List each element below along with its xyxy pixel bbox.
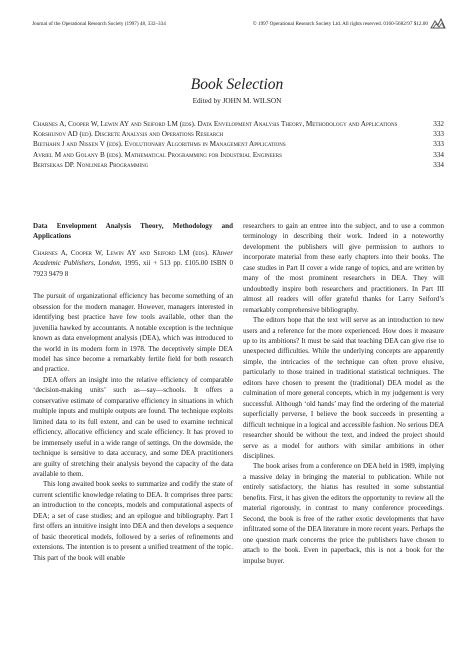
toc-entry-page: 333 bbox=[433, 130, 444, 139]
toc-entry-page: 334 bbox=[433, 160, 444, 169]
right-column bbox=[243, 221, 444, 566]
toc-entry-text: Avriel M and Golany B (eds). Mathematical Programming for Industrial Engineers bbox=[33, 150, 282, 159]
body-paragraph: The editors hope that the text will serve as an introduction to new users and a reference for the more experienced. How does it measure up to its ambitions? It must be said that teaching DEA can give rise to unexpected difficulties. While the underlying concepts are apparently simple, the intricacies of the technique can often prove elusive, particularly to those trained in traditional statistical techniques. The editors have chosen to present the (traditional) DEA model as the culmination of more general concepts, which in my judgement is very successful. Although ‘old hands’ may find the ordering of the material superficially perverse, I believe the book succeeds in presenting a difficult technique in a logical and accessible fashion. No serious DEA researcher should be without the text, and indeed the project should serve as a model for authors with similar ambitions in other disciplines. bbox=[243, 316, 444, 460]
toc-entry-page: 334 bbox=[433, 150, 444, 159]
review-title: Data Envelopment Analysis Theory, Methodology and Applications bbox=[33, 222, 233, 241]
toc-entry bbox=[33, 139, 444, 149]
toc-entry bbox=[33, 119, 444, 129]
body-paragraph: The pursuit of organizational efficiency has become something of an obsession for the modern manager. However, managers interested in identifying best practice have few tools available, other than the juvenilia hawked by accountants. A notable exception is the technique known as data envelopment analysis (DEA), which was introduced to the world in its modern form in 1978. The deceptively simple DEA model has since become a remarkably fertile field for both research and practice. bbox=[33, 292, 233, 374]
toc-entry bbox=[33, 129, 444, 139]
body-paragraph: The book arises from a conference on DEA held in 1989, implying a massive delay in bringing the material to publication. While not entirely satisfactory, the hiatus has resulted in some substantial benefits. First, it has given the editors the opportunity to review all the material rigorously, in contrast to many conference proceedings. Second, the book is free of the rather exotic developments that have infiltrated some of the DEA literature in more recent years. Perhaps the one question mark concerns the price the publishers have chosen to attach to the book. Even in paperback, this is not a book for the impulse buyer. bbox=[243, 462, 444, 565]
table-of-contents bbox=[33, 119, 444, 170]
toc-entry-text: Charnes A, Cooper W, Lewin AY and Seiford LM (eds). Data Envelopment Analysis Theory, Methodology and Applications bbox=[33, 120, 398, 128]
copyright-notice: © 1997 Operational Research Society Ltd. All rights reserved. 0160-5682/97 $12.00 bbox=[252, 21, 428, 27]
journal-citation: Journal of the Operational Research Society (1997) 48, 332–334 bbox=[32, 21, 166, 27]
review-authors: Charnes A, Cooper W, Lewin AY and Seiford LM (eds). bbox=[33, 248, 209, 257]
toc-entry bbox=[33, 150, 444, 160]
toc-entry bbox=[33, 160, 444, 170]
running-header bbox=[32, 18, 446, 30]
left-column bbox=[33, 221, 233, 563]
toc-entry-page: 333 bbox=[433, 140, 444, 149]
review-publisher: Kluwer Academic Publishers, London, bbox=[33, 248, 234, 268]
toc-entry-text: Bertsekas DP. Nonlinear Programming bbox=[33, 160, 149, 169]
section-editor: Edited by JOHN M. WILSON bbox=[192, 96, 282, 105]
toc-entry-text: Biethahn J and Nissen V (eds). Evolutionary Algorithms in Management Applications bbox=[33, 140, 286, 149]
body-paragraph: researchers to gain an entree into the subject, and to use a common terminology in describing their work. Indeed in a noteworthy development the publishers will give permission to authors to incorporate material from these early chapters into their books. The case studies in Part II cover a wide range of topics, and are written by many of the most prominent researchers in DEA. They will undoubtedly inspire both researchers and practitioners. In Part III almost all readers will offer grateful thanks for Larry Seiford’s remarkably comprehensive bibliography. bbox=[243, 222, 444, 314]
body-paragraph: DEA offers an insight into the relative efficiency of comparable ‘decision-making units’ such as—say—schools. It offers a conservative estimate of comparative efficiency in situations in which multiple inputs and multiple outputs are found. The technique exploits limited data to its full extent, and can be used to examine technical efficiency, allocative efficiency and scale efficiency. It has proved to be immensely useful in a wide range of settings. On the downside, the technique is sensitive to data accuracy, and some DEA practitioners are guilty of stretching their analysis beyond the capacity of the data available to them. bbox=[33, 375, 233, 478]
toc-entry-page: 332 bbox=[433, 120, 444, 128]
body-paragraph: This long awaited book seeks to summarize and codify the state of current scientific knowledge relating to DEA. It comprises three parts: an introduction to the concepts, models and computational aspects of DEA; a set of case studies; and an epilogue and bibliography. Part I first offers an intuitive insight into DEA and then develops a sequence of basic theoretical models, followed by a series of refinements and extensions. The intention is to present a unified treatment of the topic. This part of the book will enable bbox=[33, 480, 233, 562]
bibliographic-details bbox=[33, 248, 233, 279]
section-title: Book Selection bbox=[190, 76, 284, 93]
toc-entry-text: Korshunov AD (ed). Discrete Analysis and Operations Research bbox=[33, 130, 224, 139]
publisher-logo-icon bbox=[430, 18, 446, 29]
review-pub-details: 1995, xii + 513 pp. £105.00 ISBN 0 7923 9479 8 bbox=[33, 259, 233, 278]
